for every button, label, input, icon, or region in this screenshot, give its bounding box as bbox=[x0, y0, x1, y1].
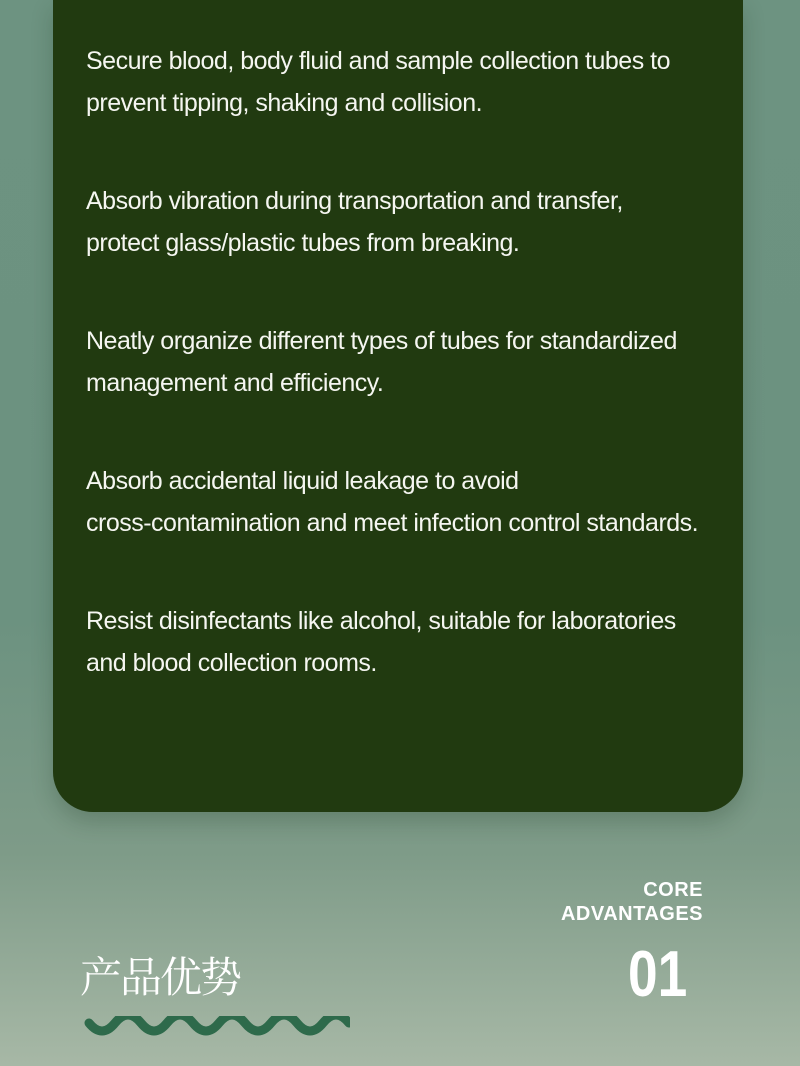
core-advantages-line2: ADVANTAGES bbox=[560, 903, 703, 925]
feature-line: Absorb vibration during transportation and transfer, bbox=[86, 187, 623, 215]
feature-line: Resist disinfectants like alcohol, suitable for laboratories bbox=[86, 607, 676, 635]
feature-list bbox=[53, 0, 743, 684]
feature-line: Neatly organize different types of tubes for standardized bbox=[86, 327, 677, 355]
feature-paragraph bbox=[86, 180, 723, 264]
core-advantages-label bbox=[561, 878, 703, 926]
feature-paragraph bbox=[86, 460, 723, 544]
feature-line: cross-contamination and meet infection control standards. bbox=[86, 509, 699, 537]
feature-line: Secure blood, body fluid and sample collection tubes to bbox=[86, 47, 670, 75]
feature-line: management and efficiency. bbox=[86, 369, 384, 397]
feature-paragraph bbox=[86, 320, 723, 404]
page-title-cn: 产品优势 bbox=[80, 956, 241, 1002]
feature-line: Absorb accidental liquid leakage to avoid bbox=[86, 467, 519, 495]
section-number: 01 bbox=[627, 937, 687, 1010]
feature-paragraph bbox=[86, 600, 723, 684]
feature-paragraph bbox=[86, 40, 723, 124]
wave-underline-icon bbox=[84, 1016, 350, 1044]
feature-line: prevent tipping, shaking and collision. bbox=[86, 89, 483, 117]
feature-line: and blood collection rooms. bbox=[86, 649, 377, 677]
feature-card bbox=[53, 0, 743, 812]
wave-underline-path bbox=[89, 1016, 349, 1031]
core-advantages-line1: CORE bbox=[643, 879, 703, 901]
feature-line: protect glass/plastic tubes from breaking. bbox=[86, 229, 520, 257]
